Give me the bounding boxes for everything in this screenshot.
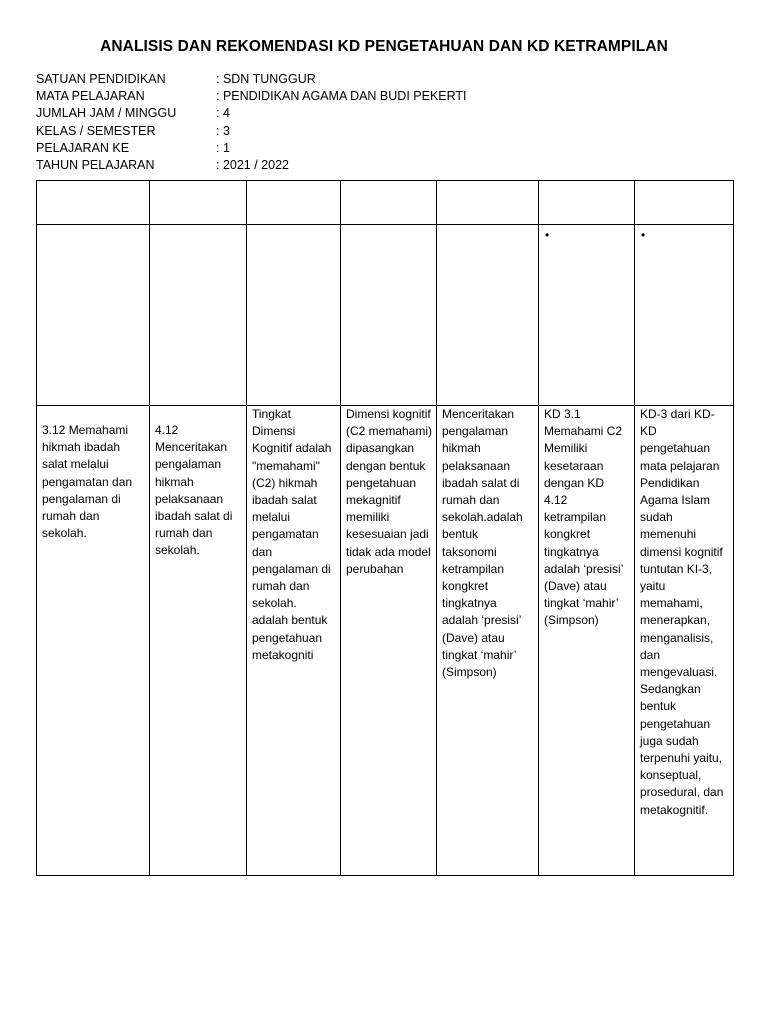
taksonomi-ketrampilan-cell bbox=[437, 406, 539, 876]
cell-text: Menceritakan pengalaman hikmah pelaksanaan ibadah salat di rumah dan sekolah.adalah bentuk taksonomi ketrampilan kongkret tingkatnya adalah ‘presisi’ (Dave) atau tingkat ‘mahir’ (Simpson) bbox=[442, 407, 523, 680]
bullet-cell bbox=[539, 225, 635, 406]
table-row bbox=[37, 406, 734, 876]
cell-text: KD 3.1 Memahami C2 Memiliki kesetaraan dengan KD 4.12 ketrampilan kongkret tingkatnya adalah ‘presisi’ (Dave) atau tingkat ‘mahir’ (Simpson) bbox=[544, 407, 623, 628]
empty-cell bbox=[437, 225, 539, 406]
info-block bbox=[36, 71, 467, 174]
info-label: MATA PELAJARAN bbox=[36, 89, 145, 104]
info-value: : PENDIDIKAN AGAMA DAN BUDI PEKERTI bbox=[216, 89, 467, 104]
table-header-row bbox=[37, 181, 734, 225]
info-value: : 3 bbox=[216, 123, 230, 138]
dimensi-kognitif-cell bbox=[247, 406, 341, 876]
analysis-table bbox=[36, 180, 734, 876]
bullet-cell bbox=[635, 225, 734, 406]
header-cell bbox=[635, 181, 734, 225]
info-row-jam bbox=[36, 105, 467, 122]
bullet-mark: • bbox=[545, 228, 550, 242]
page-title: ANALISIS DAN REKOMENDASI KD PENGETAHUAN DAN KD KETRAMPILAN bbox=[100, 38, 668, 55]
pasangan-dimensi-cell bbox=[341, 406, 437, 876]
header-cell bbox=[247, 181, 341, 225]
cell-text: Tingkat Dimensi Kognitif adalah "memahami" (C2) hikmah ibadah salat melalui pengamatan dan pengalaman di rumah dan sekolah. adalah bentuk pengetahuan metakogniti bbox=[252, 407, 332, 662]
empty-cell bbox=[341, 225, 437, 406]
cell-text: 3.12 Memahami hikmah ibadah salat melalui pengamatan dan pengalaman di rumah dan sekolah. bbox=[42, 423, 133, 541]
info-row-mapel bbox=[36, 88, 467, 105]
table-row-empty bbox=[37, 225, 734, 406]
header-cell bbox=[150, 181, 247, 225]
info-value: : 2021 / 2022 bbox=[216, 158, 289, 173]
empty-cell bbox=[37, 225, 150, 406]
cell-text: Dimensi kognitif (C2 memahami) dipasangkan dengan bentuk pengetahuan mekagnitif memiliki kesesuaian jadi tidak ada model perubahan bbox=[346, 407, 433, 576]
cell-text: 4.12 Menceritakan pengalaman hikmah pelaksanaan ibadah salat di rumah dan sekolah. bbox=[155, 423, 233, 558]
header-cell bbox=[437, 181, 539, 225]
kd-pengetahuan-cell bbox=[37, 406, 150, 876]
empty-cell bbox=[150, 225, 247, 406]
header-cell bbox=[37, 181, 150, 225]
info-value: : 4 bbox=[216, 106, 230, 121]
cell-text: KD-3 dari KD-KD pengetahuan mata pelajaran Pendidikan Agama Islam sudah memenuhi dimensi kognitif tuntutan KI-3, yaitu memahami, menerapkan, menganalisis, dan mengevaluasi. Sedangkan bentuk pengetahuan juga sudah terpenuhi yaitu, konseptual, prosedural, dan metakognitif. bbox=[640, 407, 724, 817]
bullet-mark: • bbox=[641, 228, 646, 242]
kd-ketrampilan-cell bbox=[150, 406, 247, 876]
kesetaraan-cell bbox=[539, 406, 635, 876]
info-label: PELAJARAN KE bbox=[36, 140, 130, 155]
info-row-tahun bbox=[36, 157, 467, 174]
rekomendasi-cell bbox=[635, 406, 734, 876]
info-row-kelas bbox=[36, 123, 467, 140]
info-value: : SDN TUNGGUR bbox=[216, 72, 316, 86]
header-cell bbox=[539, 181, 635, 225]
empty-cell bbox=[247, 225, 341, 406]
info-row-satuan bbox=[36, 71, 467, 88]
info-label: KELAS / SEMESTER bbox=[36, 123, 156, 138]
info-label: SATUAN PENDIDIKAN bbox=[36, 72, 166, 86]
info-label: TAHUN PELAJARAN bbox=[36, 158, 155, 173]
header-cell bbox=[341, 181, 437, 225]
info-value: : 1 bbox=[216, 140, 230, 155]
info-row-pelajaran bbox=[36, 140, 467, 157]
info-label: JUMLAH JAM / MINGGU bbox=[36, 106, 177, 121]
